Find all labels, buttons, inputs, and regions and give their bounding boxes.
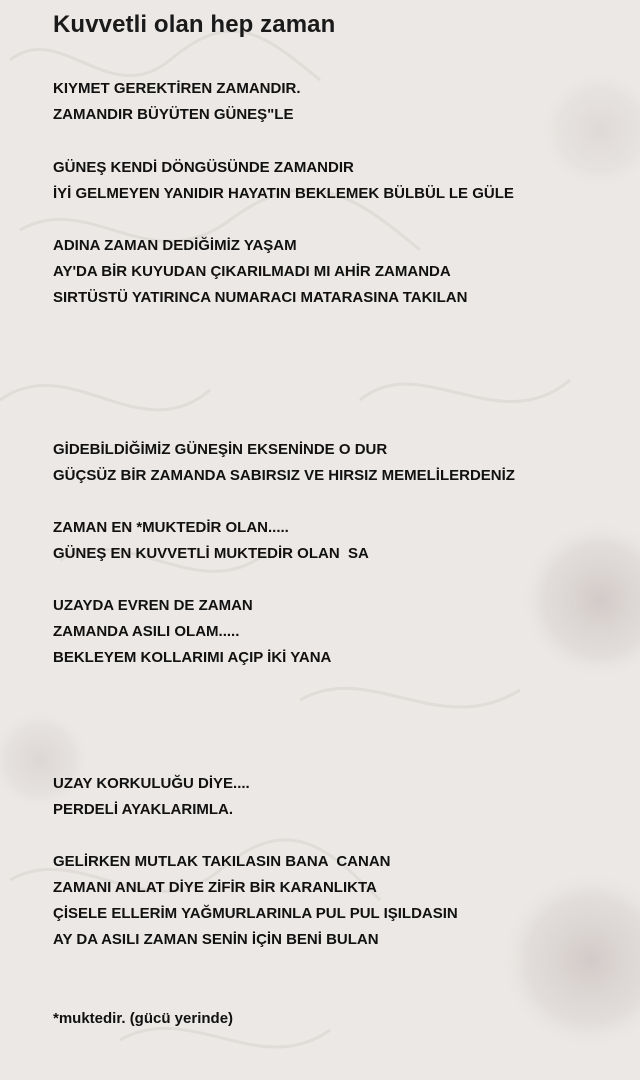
stanza-6 [53,593,331,671]
poem-line: ZAMANDIR BÜYÜTEN GÜNEŞ"LE [53,106,294,123]
stanza-3 [53,233,467,311]
stanza-4 [53,437,515,489]
footnote: *muktedir. (gücü yerinde) [53,1010,234,1027]
poem-line: GİDEBİLDİĞİMİZ GÜNEŞİN EKSENİNDE O DUR [53,441,388,458]
stanza-5 [53,515,369,567]
poem-line: ADINA ZAMAN DEDİĞİMİZ YAŞAM [53,237,297,254]
poem-line: UZAYDA EVREN DE ZAMAN [53,597,253,614]
poem-line: GELİRKEN MUTLAK TAKILASIN BANA CANAN [53,853,391,870]
poem-title: Kuvvetli olan hep zaman [53,11,336,38]
poem-line: ZAMAN EN *MUKTEDİR OLAN..... [53,519,289,536]
poem-line: ZAMANI ANLAT DİYE ZİFİR BİR KARANLIKTA [53,879,377,896]
poem-line: UZAY KORKULUĞU DİYE.... [53,775,250,792]
poem-line: ÇİSELE ELLERİM YAĞMURLARINLA PUL PUL IŞILDASIN [53,905,458,922]
poem-line: GÜNEŞ KENDİ DÖNGÜSÜNDE ZAMANDIR [53,159,354,176]
poem-line: SIRTÜSTÜ YATIRINCA NUMARACI MATARASINA TAKILAN [53,289,468,306]
stanza-1 [53,76,301,128]
stanza-8 [53,849,458,953]
poem-line: KIYMET GEREKTİREN ZAMANDIR. [53,80,301,97]
stanza-7 [53,771,250,823]
poem-line: AY DA ASILI ZAMAN SENİN İÇİN BENİ BULAN [53,931,379,948]
poem-line: GÜÇSÜZ BİR ZAMANDA SABIRSIZ VE HIRSIZ MEMELİLERDENİZ [53,467,515,484]
poem-line: PERDELİ AYAKLARIMLA. [53,801,234,818]
poem-line: AY'DA BİR KUYUDAN ÇIKARILMADI MI AHİR ZAMANDA [53,263,451,280]
poem-line: GÜNEŞ EN KUVVETLİ MUKTEDİR OLAN SA [53,545,369,562]
stanza-2 [53,155,514,207]
poem-line: İYİ GELMEYEN YANIDIR HAYATIN BEKLEMEK BÜLBÜL LE GÜLE [53,185,514,202]
poem-line: BEKLEYEM KOLLARIMI AÇIP İKİ YANA [53,649,332,666]
poem-line: ZAMANDA ASILI OLAM..... [53,623,240,640]
